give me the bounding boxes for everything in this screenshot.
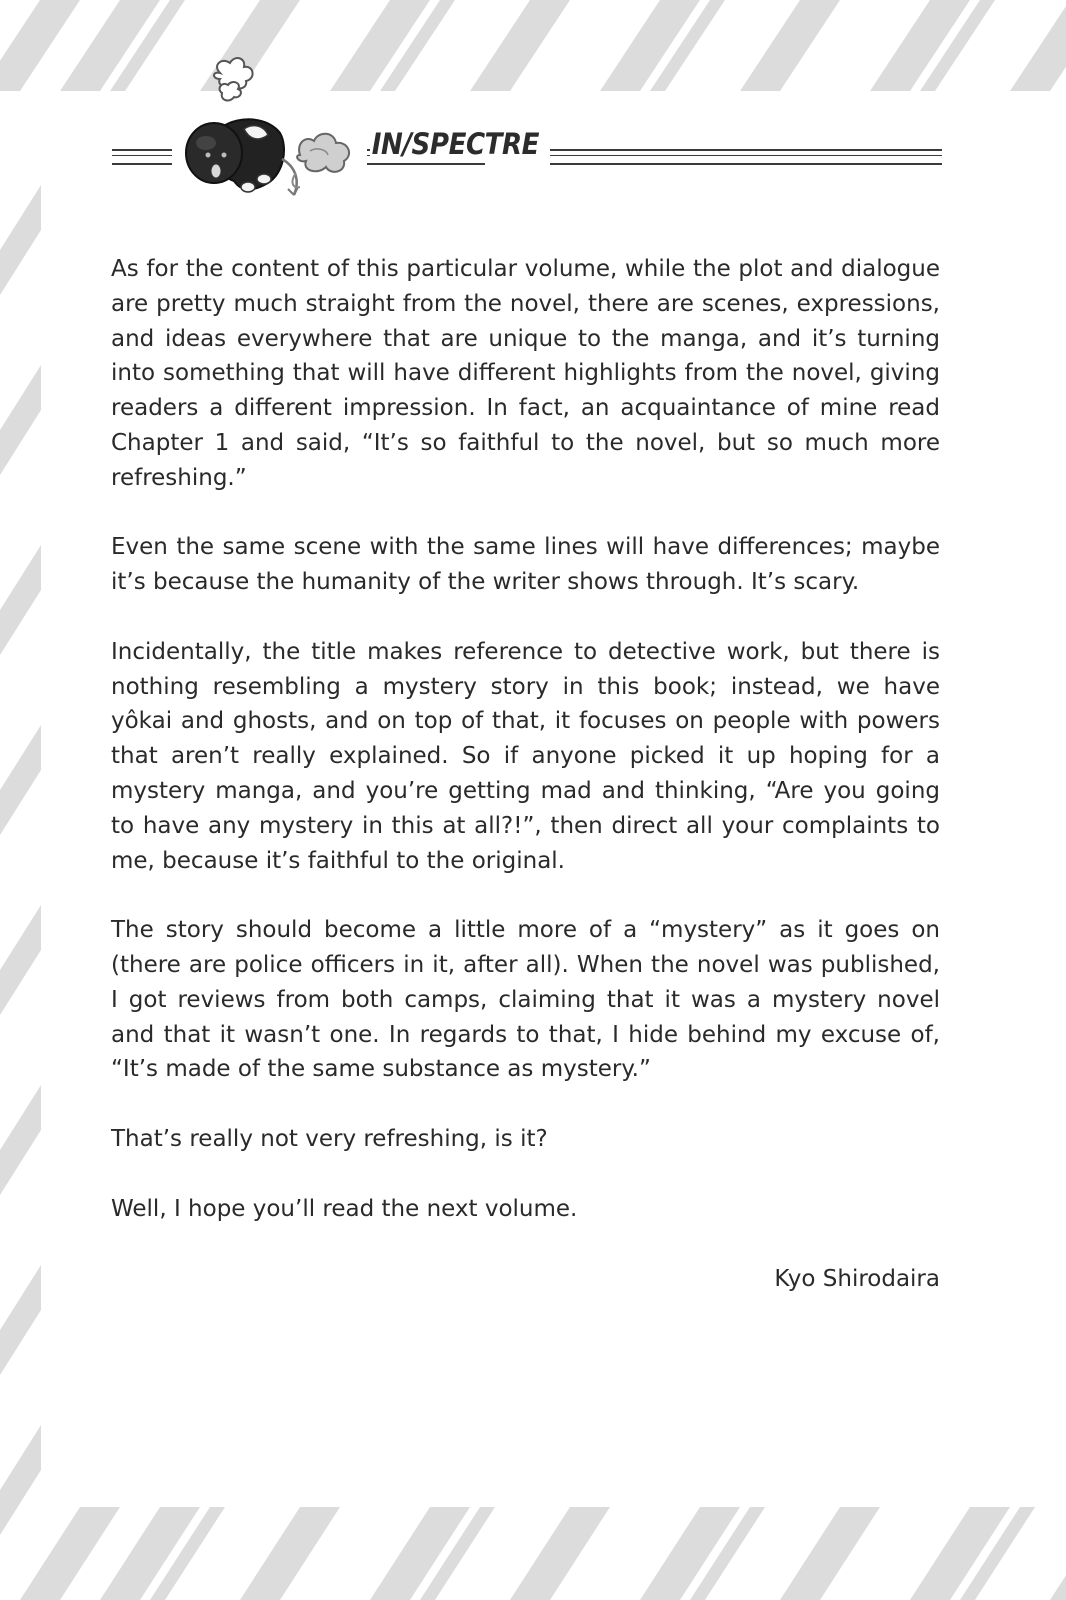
author-signature: Kyo Shirodaira: [774, 1266, 940, 1292]
header-rule-right: [550, 149, 942, 165]
afterword-paragraph: Incidentally, the title makes reference to detective work, but there is nothing resembling a mystery story in this book; instead, we have yôkai and ghosts, and on top of that, it focuses on people with powers that aren’t really explained. So if anyone picked it up hoping for a mystery manga, and you’re getting mad and thinking, “Are you going to have any mystery in this at all?!”, then direct all your complaints to me, because it’s faithful to the original.: [111, 638, 940, 874]
afterword-paragraph: That’s really not very refreshing, is it?: [111, 1125, 548, 1152]
afterword-paragraph: As for the content of this particular volume, while the plot and dialogue are pretty much straight from the novel, there are scenes, expressions, and ideas everywhere that are unique to the manga, and it’s turning into something that will have different highlights from the novel, giving readers a different impression. In fact, an acquaintance of mine read Chapter 1 and said, “It’s so faithful to the novel, but so much more refreshing.”: [111, 256, 940, 491]
afterword-paragraph: Well, I hope you’ll read the next volume.: [111, 1195, 578, 1222]
page-header: [112, 55, 972, 215]
afterword-body: [111, 252, 940, 1226]
afterword-paragraph: The story should become a little more of a “mystery” as it goes on (there are police officers in it, after all). When the novel was published, I got reviews from both camps, claiming that it was a mystery novel and that it wasn’t one. In regards to that, I hide behind my excuse of, “It’s made of the same substance as mystery.”: [111, 917, 940, 1083]
series-logo-title: IN/SPECTRE: [371, 127, 540, 161]
dog-ghost-mascot-icon: [150, 55, 370, 215]
afterword-paragraph: Even the same scene with the same lines will have differences; maybe it’s because the humanity of the writer shows through. It’s scary.: [111, 534, 940, 596]
